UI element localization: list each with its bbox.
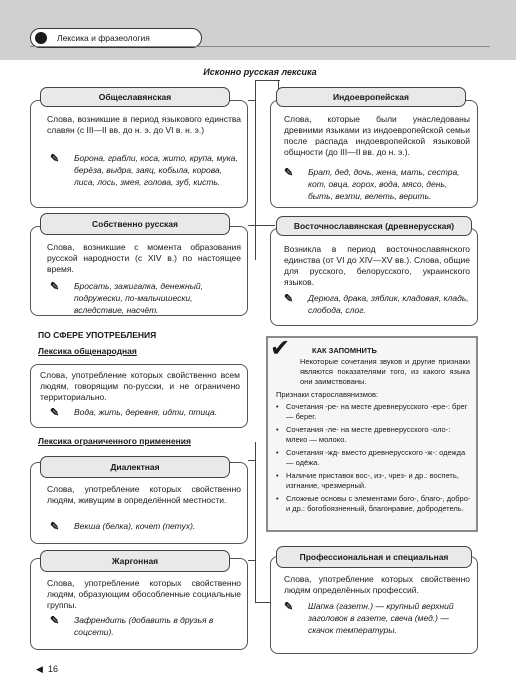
section-dot-icon [35, 32, 47, 44]
pen-icon: ✎ [50, 281, 60, 293]
pen-icon: ✎ [284, 167, 294, 179]
pill-jargon: Жаргонная [40, 550, 230, 572]
prof-desc: Слова, употребление которых свойственно людям определённых профессий. [284, 574, 470, 595]
page-arrow-icon: ◀ [36, 664, 43, 674]
section-label: Лексика и фразеология [57, 33, 150, 43]
dialect-desc: Слова, употребление которых свойственно людям, живущим в определённой местности. [47, 484, 241, 505]
vostoch-desc: Возникла в период восточнославянского единства (от VI до XIV—XV вв.). Слова, общие для русского, белорусского, украинского языков. [284, 244, 470, 287]
header-rule [30, 46, 490, 47]
pen-icon: ✎ [50, 521, 60, 533]
checkmark-icon: ✔ [270, 335, 291, 362]
sobst-examples: Бросать, зажигалка, денежный, подружески, по-мальчишески, вследствие, насчёт. [74, 281, 203, 315]
list-item: • Сочетания -ле- на месте древнерусского -оло-: млеко — молоко. [276, 425, 451, 444]
connector [248, 560, 256, 561]
connector [255, 80, 256, 260]
connector [255, 80, 280, 81]
pen-icon: ✎ [50, 407, 60, 419]
list-item: • Сочетания -ре- на месте древнерусского -ере-: брег — берег. [276, 402, 468, 421]
remember-list [276, 402, 472, 514]
remember-signs-label: Признаки старославянизмов: [276, 390, 379, 399]
pill-dialect: Диалектная [40, 456, 230, 478]
pen-icon: ✎ [50, 153, 60, 165]
jargon-examples: Зафрендить (добавить в друзья в соцсети). [74, 615, 214, 637]
sobst-desc: Слова, возникшие с момента образования русской народности (с XIV в.) по настоящее время. [47, 242, 241, 274]
ogranich-title: Лексика ограниченного применения [38, 436, 191, 446]
usage-heading: ПО СФЕРЕ УПОТРЕБЛЕНИЯ [38, 330, 157, 340]
pen-icon: ✎ [284, 601, 294, 613]
top-title: Исконно русская лексика [203, 67, 317, 77]
list-item: • Наличие приставок вос-, из-, чрез- и др.: воспеть, изгнание, чрезмерный. [276, 471, 459, 490]
connector [255, 442, 256, 602]
remember-title: КАК ЗАПОМНИТЬ [312, 346, 377, 355]
pill-prof: Профессиональная и специальная [276, 546, 472, 568]
remember-intro: Некоторые сочетания звуков и другие признаки являются показателями того, из какого языка они заимствованы. [300, 357, 470, 386]
prof-examples: Шапка (газетн.) — крупный верхний заголовок в газете, свеча (мед.) — скачок температуры. [308, 601, 454, 635]
obshenar-examples: Вода, жить, деревня, идти, птица. [74, 407, 218, 417]
connector [248, 460, 256, 461]
obshenar-title: Лексика общенародная [38, 346, 137, 356]
list-item: • Сочетания -жд- вместо древнерусского -ж-: одежда — одёжа. [276, 448, 466, 467]
pen-icon: ✎ [50, 615, 60, 627]
obsheslav-desc: Слова, возникшие в период языкового единства славян (с III—II вв. до н. э. до VI в. н. э.) [47, 114, 241, 135]
pill-obsheslav: Общеславянская [40, 87, 230, 107]
indoevr-examples: Брат, дед, дочь, жена, мать, сестра, кот, овца, горох, вода, мясо, день, быть, везти, велеть, верить. [308, 167, 460, 201]
obshenar-desc: Слова, употребление которых свойственно всем людям, говорящим по-русски, и не ограничено территориально. [40, 370, 240, 402]
dialect-examples: Векша (белка), кочет (петух). [74, 521, 196, 531]
pill-indoevr: Индоевропейская [276, 87, 466, 107]
page-number: 16 [48, 664, 59, 674]
connector [255, 225, 275, 226]
indoevr-desc: Слова, которые были унаследованы древними языками из индоевропейской семьи после распада индоевропейской языковой общности (до III—II вв. до н. э.). [284, 114, 470, 157]
connector [248, 100, 256, 101]
pen-icon: ✎ [284, 293, 294, 305]
list-item: • Сложные основы с элементами бого-, благо-, добро- и др.: богобоязненный, благонравие, добродетель. [276, 494, 471, 513]
pill-vostoch: Восточнославянская (древнерусская) [276, 216, 472, 236]
obsheslav-examples: Борона, грабли, коса, жито, крупа, мука, берёза, выдра, заяц, кобыла, корова, лиса, лось, змея, голова, зуб, кисть. [74, 153, 238, 187]
jargon-desc: Слова, употребление которых свойственно людям, образующим обособленные социальные группы. [47, 578, 241, 610]
pill-sobst: Собственно русская [40, 213, 230, 235]
vostoch-examples: Дерюга, драка, зяблик, кладовая, кладь, слобода, слог. [308, 293, 469, 315]
section-chip [30, 28, 202, 48]
